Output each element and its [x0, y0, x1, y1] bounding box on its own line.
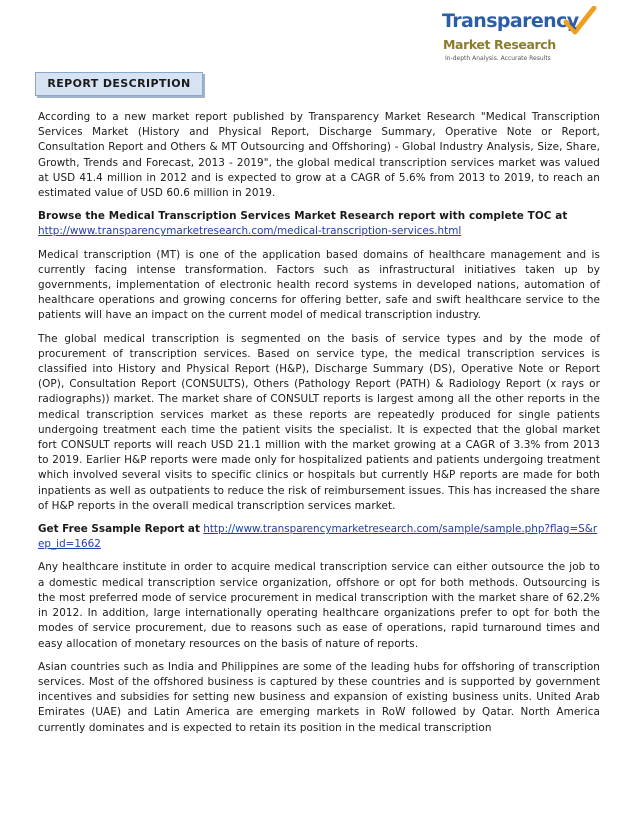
company-logo — [442, 8, 602, 70]
browse-link-line — [38, 224, 600, 239]
paragraph-regions: Asian countries such as India and Philippines are some of the leading hubs for offshoring of transcription services. Most of the offshored business is captured by these countries and is supported by government incentives and subsidies for setting new business and expansion of existing business units. United Arab Emirates (UAE) and Latin America are emerging markets in RoW followed by Qatar. North America currently dominates and is expected to retain its position in the medical transcription — [38, 660, 600, 734]
paragraph-segmentation: The global medical transcription is segmented on the basis of service types and by the mode of procurement of transcription services. Based on service type, the medical transcription services is classified into History and Physical Report (H&P), Discharge Summary (DS), Operative Note or Report (OP), Consultation Report (CONSULTS), Others (Pathology Report (PATH) & Radiology Report (x rays or radiographs)) market. The market share of CONSULT reports is largest among all the other reports in the medical transcription services market as these reports are repeatedly produced for single patients undergoing treatment each time the patient visits the specialist. It is expected that the global market fort CONSULT reports will reach USD 21.1 million with the market growing at a CAGR of 3.3% from 2013 to 2019. Earlier H&P reports were made only for hospitalized patients and patients undergoing treatment which involved several visits to specific clinics or hospitals but currently H&P reports are made for both inpatients as well as outpatients to reduce the risk of reimbursement issues. This has increased the share of H&P reports in the overall medical transcription services market. — [38, 332, 600, 512]
logo-name-bottom: Market Research — [443, 37, 556, 52]
paragraph-intro: According to a new market report published by Transparency Market Research "Medical Transcription Services Market (History and Physical Report, Discharge Summary, Operative Note or Report, Consultation Report and Others & MT Outsourcing and Offshoring) - Global Industry Analysis, Size, Share, Growth, Trends and Forecast, 2013 - 2019", the global medical transcription services market was valued at USD 41.4 million in 2012 and is expected to grow at a CAGR of 5.6% from 2013 to 2019, to reach an estimated value of USD 60.6 million in 2019. — [38, 111, 600, 200]
sample-report-link[interactable]: http://www.transparencymarketresearch.com/sample/sample.php?flag=S&rep_id=1662 — [38, 523, 598, 551]
logo-tagline: In-depth Analysis. Accurate Results — [445, 55, 551, 62]
checkmark-icon — [562, 6, 598, 38]
paragraph-outsourcing: Any healthcare institute in order to acquire medical transcription service can either outsource the job to a domestic medical transcription service organization, offshore or opt for both methods. Outsourcing is the most preferred mode of service procurement in medical transcription with the market share of 62.2% in 2012. In addition, large internationally operating healthcare organizations prefer to opt for both the modes of service procurement, due to reasons such as ease of operations, rapid turnaround times and easy allocation of monetary resources on the basis of nature of reports. — [38, 561, 600, 650]
browse-label: Browse the Medical Transcription Services Market Research report with complete TOC at — [38, 210, 568, 223]
sample-link-line — [38, 522, 600, 552]
section-header: REPORT DESCRIPTION — [35, 72, 203, 96]
sample-label: Get Free Ssample Report at — [38, 523, 200, 536]
paragraph-overview: Medical transcription (MT) is one of the application based domains of healthcare management and is currently facing intense transformation. Factors such as infrastructural initiatives taken up by governments, implementation of electronic health record systems in developed nations, automation of healthcare operations and growing concerns for offering better, safe and swift healthcare service to the patients will have an impact on the current model of medical transcription industry. — [38, 248, 600, 322]
logo-name-top: Transparency — [442, 10, 579, 32]
report-body — [38, 110, 600, 744]
browse-report-link[interactable]: http://www.transparencymarketresearch.com/medical-transcription-services.html — [38, 225, 462, 238]
